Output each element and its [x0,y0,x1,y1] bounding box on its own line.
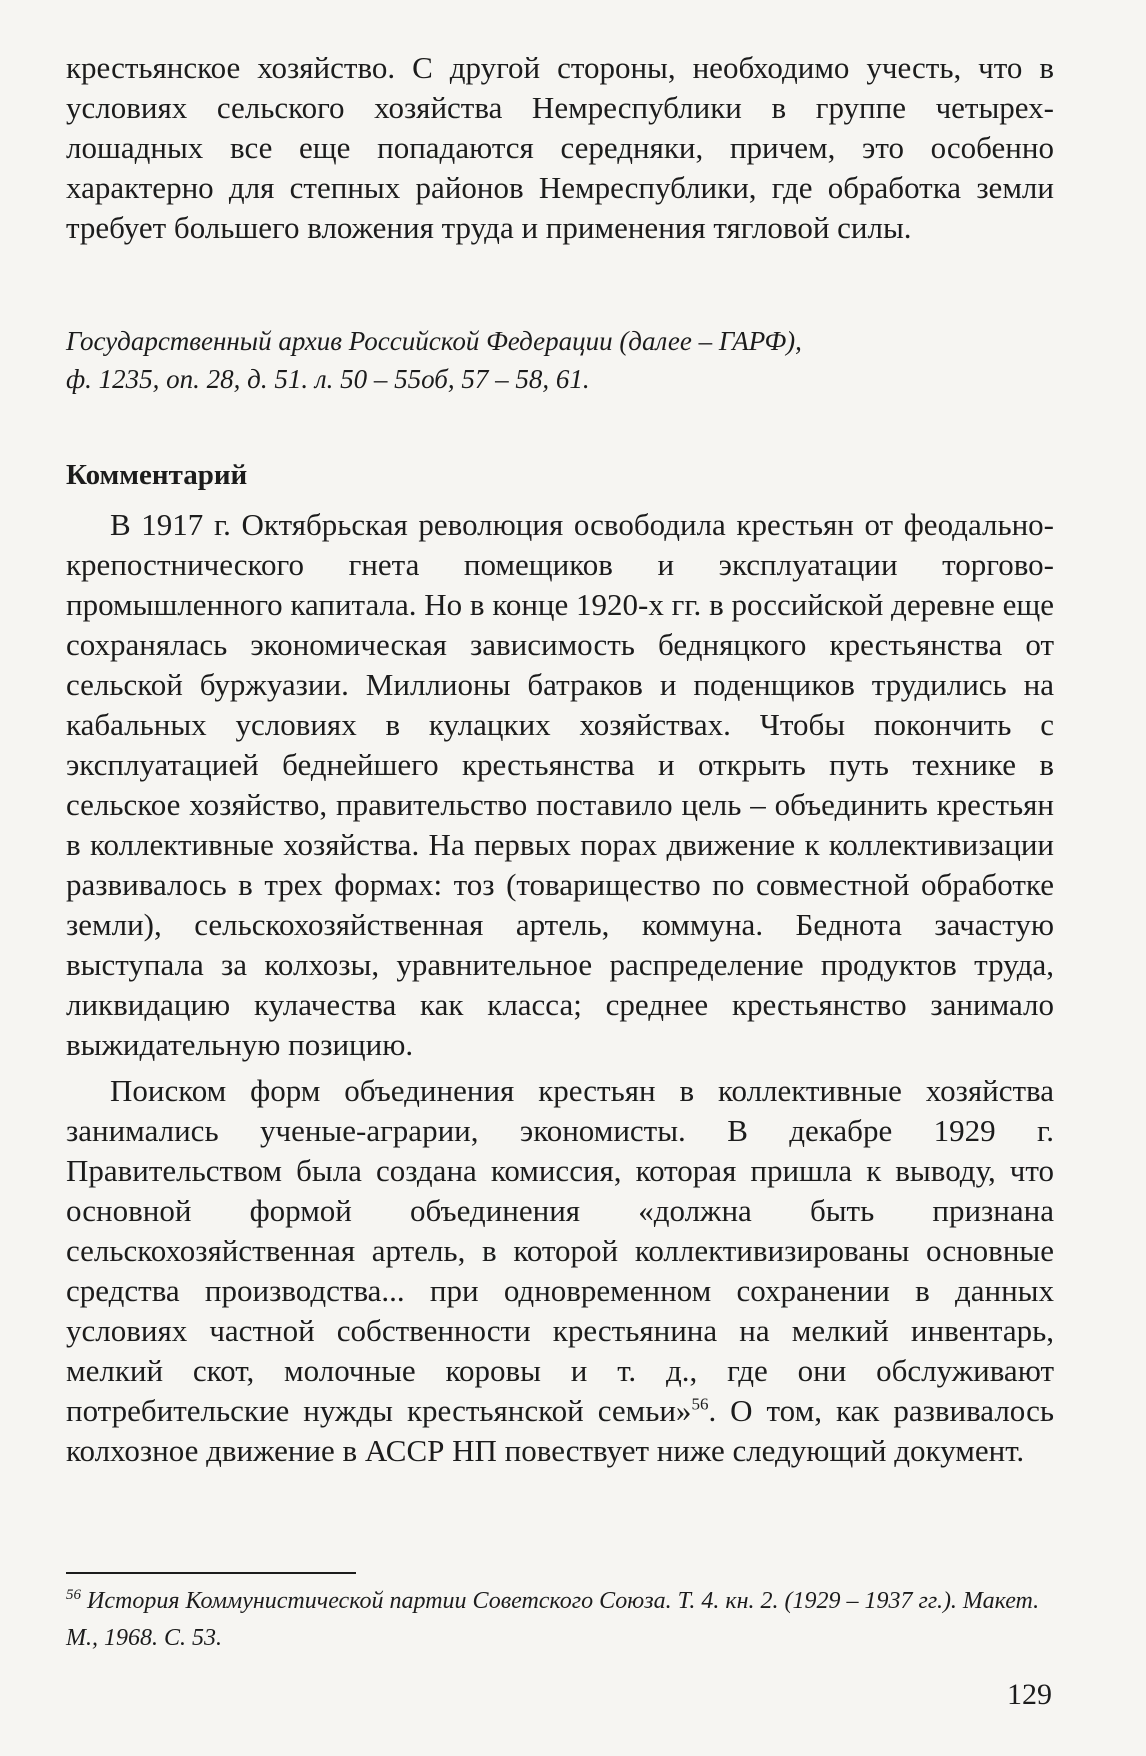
comment-paragraph-1: В 1917 г. Октябрьская революция освободила крестьян от феодально-крепостнического гнета помещиков и эксплуатации торгово-промышленного капитала. Но в конце 1920-х гг. в российской деревне еще сохранялась экономическая зависимость бедняцкого крестьянства от сельской буржуазии. Миллионы батраков и поденщиков трудились на кабальных условиях в кулацких хозяйствах. Чтобы покончить с эксплуатацией беднейшего крестьянства и открыть путь технике в сельское хозяйство, правительство поставило цель – объединить крестьян в коллективные хозяйства. На первых порах движение к коллективизации развивалось в трех формах: тоз (товарищество по совместной обработке земли), сельскохозяйственная артель, коммуна. Беднота зачастую выступала за колхозы, уравнительное распределение продуктов труда, ликвидацию кулачества как класса; среднее крестьянство занимало выжидательную позицию. [66,507,1054,1062]
comment-paragraph-2 [66,1071,1054,1471]
page-number: 129 [1007,1678,1052,1711]
comment-paragraph-2-tail: . О том, как развивалось колхозное движение в АССР НП повествует ниже следующий документ. [66,1393,1054,1468]
footnote-divider [66,1572,356,1574]
archive-reference [66,322,1054,398]
continued-paragraph: крестьянское хозяйство. С другой стороны, необходимо учесть, что в условиях сельского хозяйства Немреспублики в группе четырех-лошадных все еще попадаются середняки, причем, это особенно характерно для степных районов Немреспублики, где обработка земли требует большего вложения труда и применения тягловой силы. [66,50,1054,245]
footnote-text: История Коммунистической партии Советского Союза. Т. 4. кн. 2. (1929 – 1937 гг.). Макет. М., 1968. С. 53. [66,1588,1040,1651]
archive-reference-line-1: Государственный архив Российской Федерации (далее – ГАРФ), [66,326,802,356]
comment-paragraph-2-text: Поиском форм объединения крестьян в коллективные хозяйства занимались ученые-аграрии, экономисты. В декабре 1929 г. Правительством была создана комиссия, которая пришла к выводу, что основной формой объединения «должна быть признана сельскохозяйственная артель, в которой коллективизированы основные средства производства... при одновременном сохранении в данных условиях частной собственности крестьянина на мелкий инвентарь, мелкий скот, молочные коровы и т. д., где они обслуживают потребительские нужды крестьянской семьи» [66,1073,1054,1428]
footnote [66,1583,1054,1657]
footnote-number: 56 [66,1587,81,1603]
archive-reference-line-2: ф. 1235, оп. 28, д. 51. л. 50 – 55об, 57 – 58, 61. [66,364,590,394]
section-heading: Комментарий [66,459,248,491]
comment-body [66,505,1054,1471]
footnote-marker: 56 [691,1394,709,1414]
